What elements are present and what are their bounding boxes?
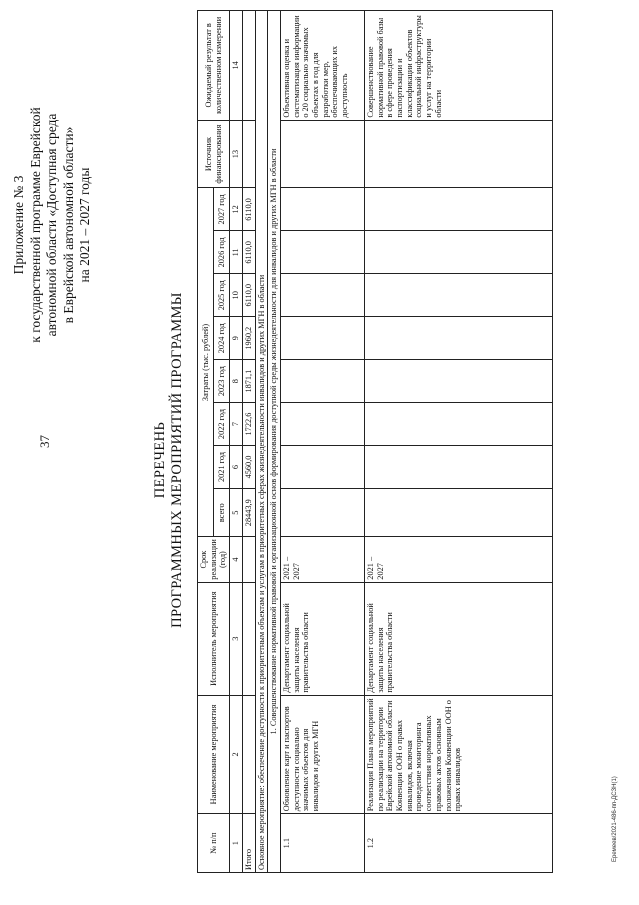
header-total: всего — [214, 488, 230, 537]
header-year: 2021 год — [214, 446, 230, 489]
column-number: 11 — [230, 231, 243, 274]
header-num: № п/п — [198, 814, 230, 873]
column-number: 7 — [230, 403, 243, 446]
column-number: 6 — [230, 446, 243, 489]
column-number: 9 — [230, 317, 243, 360]
header-source: Источник финансирования — [198, 120, 230, 188]
header-executor: Исполнитель мероприятия — [198, 582, 230, 695]
appendix-line: автономной области «Доступная среда — [44, 113, 59, 337]
header-year: 2025 год — [214, 274, 230, 317]
document-code: Еремеев/2021-486-пп-ДСЗН(1) — [612, 776, 618, 862]
events-table — [197, 10, 553, 873]
itogo-value: 6110,0 — [242, 274, 255, 317]
column-numbers-row — [230, 11, 243, 873]
row-result: Совершенствование нормативной правовой базы в сфере проведения паспортизации и классификации объектов социальной инфраструктуры и услуг на территории области — [364, 11, 552, 121]
row-num: 1.2 — [364, 814, 552, 873]
column-number: 14 — [230, 11, 243, 121]
header-name: Наименование мероприятия — [198, 695, 230, 814]
header-row — [198, 11, 214, 873]
column-number: 8 — [230, 360, 243, 403]
row-term: 2021 – 2027 — [364, 537, 552, 582]
header-year: 2023 год — [214, 360, 230, 403]
row-executor: Департамент социальной защиты населения правительства области — [280, 582, 364, 695]
itogo-value: 28443,9 — [242, 488, 255, 537]
header-year: 2024 год — [214, 317, 230, 360]
document-title — [152, 190, 186, 730]
appendix-line: к государственной программе Еврейской — [27, 107, 43, 343]
itogo-value: 1871,1 — [242, 360, 255, 403]
header-year: 2026 год — [214, 231, 230, 274]
appendix-line: Приложение № 3 — [11, 175, 26, 275]
header-result: Ожидаемый результат в количественном измерении — [198, 11, 230, 121]
header-term: Срок реализации (год) — [198, 537, 230, 582]
section-title: 1. Совершенствование нормативной правовой и организационной основ формирования доступной среды жизнедеятельности для инвалидов и других МГН в области — [268, 11, 281, 873]
column-number: 12 — [230, 188, 243, 231]
table-row — [364, 11, 552, 873]
row-name: Обновление карт и паспортов доступности социально значимых объектов для инвалидов и других МГН — [280, 695, 364, 814]
main-event-row — [255, 11, 268, 873]
itogo-value: 6110,0 — [242, 188, 255, 231]
row-name: Реализация Плана мероприятий по реализации на территории Еврейской автономной области Конвенции ООН о правах инвалидов, включая проведение мониторинга соответствия нормативных правовых актов основным положениям Конвенции ООН о правах инвалидов — [364, 695, 552, 814]
itogo-value: 1722,6 — [242, 403, 255, 446]
column-number: 1 — [230, 814, 243, 873]
itogo-value: 6110,0 — [242, 231, 255, 274]
itogo-value: 4560,0 — [242, 446, 255, 489]
header-year: 2027 год — [214, 188, 230, 231]
column-number: 3 — [230, 582, 243, 695]
column-number: 4 — [230, 537, 243, 582]
row-term: 2021 – 2027 — [280, 537, 364, 582]
itogo-row — [242, 11, 255, 873]
title-line: ПРОГРАММНЫХ МЕРОПРИЯТИЙ ПРОГРАММЫ — [169, 292, 185, 628]
section-row — [268, 11, 281, 873]
table-row — [280, 11, 364, 873]
column-number: 5 — [230, 488, 243, 537]
appendix-line: на 2021 – 2027 годы — [77, 167, 92, 283]
appendix-line: в Еврейской автономной области» — [60, 126, 76, 324]
row-result: Объективная оценка и систематизация информации о 20 социально значимых объектах в год для разработки мер, обеспечивающих их доступность — [280, 11, 364, 121]
itogo-label: Итого — [242, 814, 255, 873]
column-number: 10 — [230, 274, 243, 317]
main-event-text: Основное мероприятие: обеспечение доступности к приоритетным объектам и услугам в приоритетных сферах жизнедеятельности инвалидов и других МГН в области — [255, 11, 268, 873]
header-costs: Затраты (тыс. рублей) — [198, 188, 214, 537]
page-number: 37 — [37, 435, 52, 448]
row-num: 1.1 — [280, 814, 364, 873]
appendix-header — [11, 15, 94, 435]
column-number: 2 — [230, 695, 243, 814]
column-number: 13 — [230, 120, 243, 188]
row-executor: Департамент социальной защиты населения правительства области — [364, 582, 552, 695]
title-line: ПЕРЕЧЕНЬ — [152, 421, 168, 499]
itogo-value: 1960,2 — [242, 317, 255, 360]
header-year: 2022 год — [214, 403, 230, 446]
